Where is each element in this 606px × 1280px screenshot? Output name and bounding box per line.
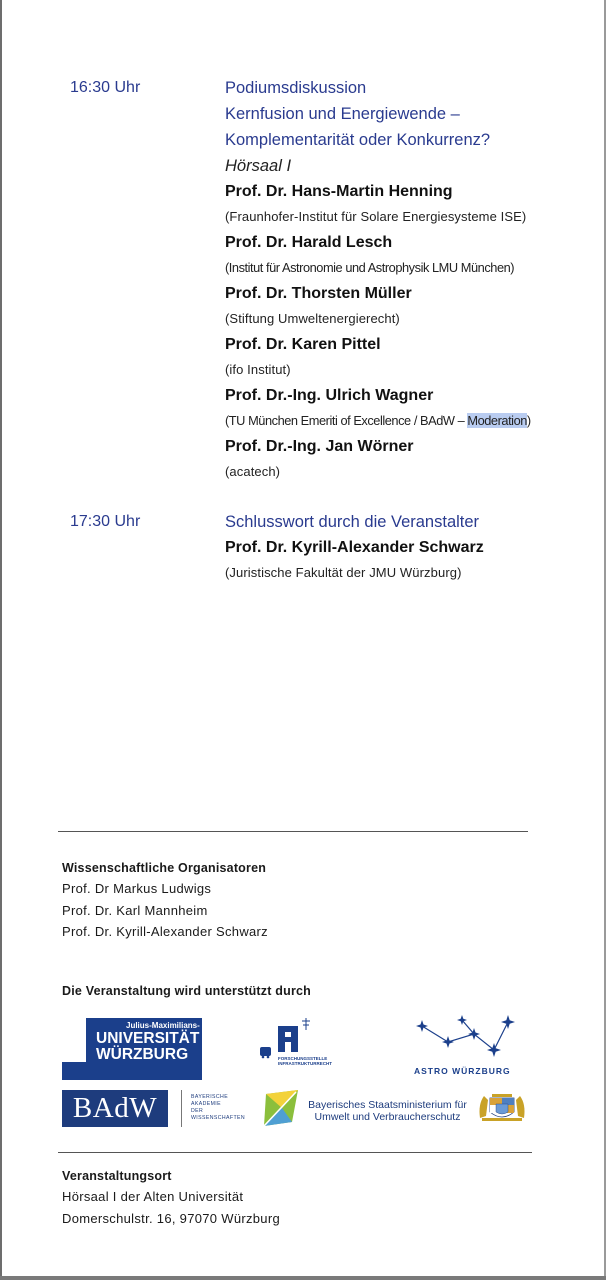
speaker-affiliation: (acatech) [225, 464, 281, 479]
crest-svg [476, 1090, 528, 1124]
bavarian-crest-icon [476, 1090, 528, 1124]
speaker-affiliation: (Stiftung Umweltenergierecht) [225, 311, 400, 326]
affiliation-text: ) [526, 413, 531, 428]
constellation-icon [412, 1012, 532, 1064]
speaker-affiliation: (ifo Institut) [225, 362, 291, 377]
sponsors-heading [62, 981, 311, 1001]
divider [58, 1152, 532, 1153]
stmuv-text [305, 1099, 470, 1123]
fs-line: INFRASTRUKTURRECHT [278, 1061, 332, 1066]
stmuv-leaf-icon [262, 1088, 300, 1128]
forschungsstelle-logo [258, 1016, 338, 1070]
speaker-name: Prof. Dr. Harald Lesch [225, 234, 393, 251]
session-time: 17:30 Uhr [70, 513, 141, 530]
uni-wuerzburg-logo [62, 1018, 202, 1080]
badw-line: BAYERISCHE [191, 1094, 229, 1100]
organizer-name: Prof. Dr. Karl Mannheim [62, 902, 208, 918]
sponsors-heading-text: Die Veranstaltung wird unterstützt durch [62, 984, 311, 998]
forschungsstelle-text [278, 1056, 332, 1066]
badw-separator [181, 1090, 182, 1127]
speaker-name: Prof. Dr. Karen Pittel [225, 336, 381, 353]
organizers-section [62, 858, 268, 943]
uni-logo-text [96, 1031, 199, 1063]
badw-line: WISSENSCHAFTEN [191, 1115, 246, 1121]
leaf-icon [262, 1088, 300, 1128]
organizers-heading: Wissenschaftliche Organisatoren [62, 861, 267, 875]
logo-notch [62, 1018, 86, 1062]
session-title-line: Schlusswort durch die Veranstalter [225, 513, 480, 531]
speaker-affiliation: (Institut für Astronomie und Astrophysik LMU München) [225, 260, 515, 275]
stmuv-line: Umwelt und Verbraucherschutz [314, 1111, 461, 1123]
session-details [225, 75, 595, 485]
speaker-affiliation [225, 408, 595, 434]
session-title-line: Komplementarität oder Konkurrenz? [225, 131, 491, 149]
organizer-name: Prof. Dr. Kyrill-Alexander Schwarz [62, 924, 268, 939]
venue-line: Hörsaal I der Alten Universität [62, 1189, 244, 1204]
divider [58, 831, 528, 832]
uni-logo-line: WÜRZBURG [96, 1046, 189, 1063]
astro-logo-text: ASTRO WÜRZBURG [414, 1066, 511, 1076]
venue-heading: Veranstaltungsort [62, 1169, 172, 1183]
selected-text-highlight[interactable]: Moderation [467, 413, 527, 428]
organizer-name: Prof. Dr Markus Ludwigs [62, 881, 212, 896]
session-details [225, 509, 595, 586]
speaker-name: Prof. Dr. Thorsten Müller [225, 285, 412, 302]
page-border-bottom [0, 1276, 606, 1280]
badw-logo: BAdW [62, 1090, 168, 1127]
badw-text [191, 1094, 245, 1122]
page-border-left [0, 0, 2, 1280]
speaker-name: Prof. Dr.-Ing. Ulrich Wagner [225, 387, 434, 404]
session-time: 16:30 Uhr [70, 79, 141, 96]
astro-wuerzburg-logo [412, 1012, 532, 1080]
speaker-name: Prof. Dr. Hans-Martin Henning [225, 183, 453, 200]
fs-line: FORSCHUNGSSTELLE [278, 1056, 328, 1061]
session-room: Hörsaal I [225, 157, 292, 175]
speaker-affiliation: (Fraunhofer-Institut für Solare Energiesysteme ISE) [225, 209, 527, 224]
badw-line: DER [191, 1108, 204, 1114]
speaker-name: Prof. Dr.-Ing. Jan Wörner [225, 438, 414, 455]
badw-line: AKADEMIE [191, 1101, 222, 1107]
speaker-affiliation: (Juristische Fakultät der JMU Würzburg) [225, 565, 462, 580]
speaker-name: Prof. Dr. Kyrill-Alexander Schwarz [225, 539, 484, 556]
session-title-line: Kernfusion und Energiewende – [225, 105, 460, 123]
session-title-line: Podiumsdiskussion [225, 79, 367, 97]
affiliation-text: (TU München Emeriti of Excellence / BAdW – [225, 413, 468, 428]
uni-logo-small: Julius-Maximilians- [126, 1021, 200, 1030]
uni-logo-line: UNIVERSITÄT [96, 1030, 200, 1047]
stmuv-line: Bayerisches Staatsministerium für [308, 1099, 467, 1111]
venue-section [62, 1166, 280, 1229]
venue-line: Domerschulstr. 16, 97070 Würzburg [62, 1210, 280, 1226]
